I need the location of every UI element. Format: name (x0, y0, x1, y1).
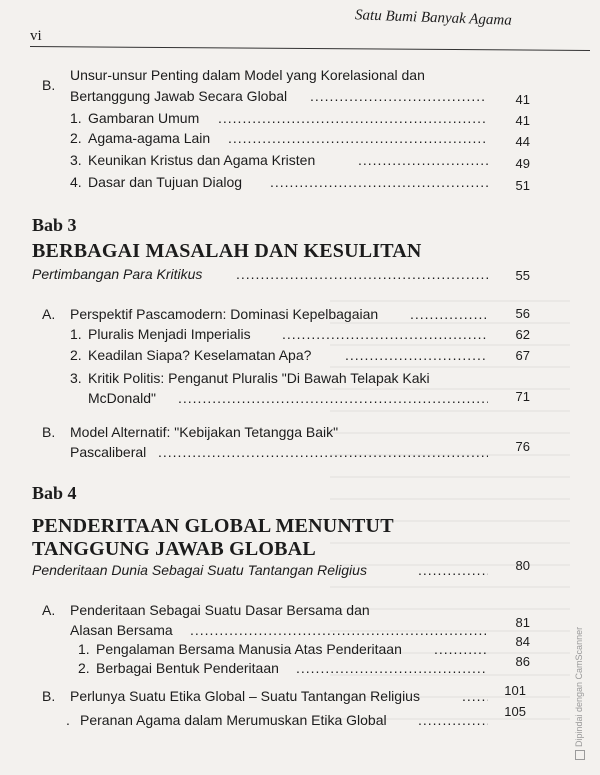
leader-dots (178, 390, 488, 406)
toc-entry-label: Dasar dan Tujuan Dialog (88, 174, 243, 190)
chapter-title-line2: TANGGUNG JAWAB GLOBAL (32, 538, 316, 560)
leader-dots (218, 110, 488, 126)
camscanner-icon (575, 750, 585, 760)
leader-dots (410, 306, 488, 322)
toc-entry-label: Keadilan Siapa? Keselamatan Apa? (88, 347, 312, 363)
leader-dots (358, 152, 488, 168)
page-ref: 41 (515, 113, 530, 128)
chapter-label: Bab 4 (32, 483, 77, 503)
leader-dots (270, 174, 488, 190)
page-ref: 49 (515, 156, 530, 171)
item-number: 3. (70, 370, 82, 386)
page-ref: 55 (515, 268, 530, 283)
chapter-subtitle: Pertimbangan Para Kritikus (32, 266, 203, 282)
chapter-subtitle: Penderitaan Dunia Sebagai Suatu Tantangan Religius (32, 562, 367, 578)
toc-entry-label-line1: Kritik Politis: Penganut Pluralis "Di Bawah Telapak Kaki (88, 370, 430, 386)
leader-dots (190, 622, 488, 638)
item-number: 2. (70, 347, 82, 363)
chapter-title: BERBAGAI MASALAH DAN KESULITAN (32, 240, 422, 262)
toc-entry-label: Pengalaman Bersama Manusia Atas Penderitaan (96, 641, 402, 657)
toc-entry-label: Agama-agama Lain (88, 130, 211, 146)
page-ref: 101 (504, 683, 526, 698)
section-letter: A. (42, 306, 56, 322)
toc-entry-label: Keunikan Kristus dan Agama Kristen (88, 152, 316, 168)
page-number: vi (30, 28, 42, 44)
leader-dots (310, 88, 485, 104)
page-ref: 67 (515, 348, 530, 363)
section-title: Perspektif Pascamodern: Dominasi Kepelbagaian (70, 306, 379, 322)
leader-dots (282, 326, 488, 342)
chapter-title-line1: PENDERITAAN GLOBAL MENUNTUT (32, 515, 394, 537)
item-number: . (66, 712, 70, 728)
section-letter: A. (42, 602, 56, 618)
section-title-line2: Bertanggung Jawab Secara Global (70, 88, 288, 104)
section-title-line2: Alasan Bersama (70, 622, 173, 638)
leader-dots (418, 712, 488, 728)
section-letter: B. (42, 688, 56, 704)
page-ref: 84 (515, 634, 530, 649)
section-title: Perlunya Suatu Etika Global – Suatu Tantangan Religius (70, 688, 420, 704)
toc-entry-label: Peranan Agama dalam Merumuskan Etika Global (80, 712, 387, 728)
header-rule (30, 46, 590, 51)
leader-dots (418, 562, 488, 578)
watermark-text: Dipindai dengan CamScanner (574, 626, 584, 747)
section-title-line1: Penderitaan Sebagai Suatu Dasar Bersama dan (70, 602, 370, 618)
item-number: 1. (70, 326, 82, 342)
item-number: 3. (70, 152, 82, 168)
leader-dots (228, 130, 488, 146)
leader-dots (462, 688, 488, 704)
page-ref: 41 (515, 92, 530, 107)
leader-dots (345, 347, 488, 363)
toc-entry-label: Gambaran Umum (88, 110, 200, 126)
page-ref: 86 (515, 654, 530, 669)
section-title-line1: Unsur-unsur Penting dalam Model yang Korelasional dan (70, 67, 425, 83)
item-number: 2. (70, 130, 82, 146)
item-number: 4. (70, 174, 82, 190)
leader-dots (158, 444, 488, 460)
page-ref: 62 (515, 327, 530, 342)
running-head: Satu Bumi Banyak Agama (354, 7, 513, 29)
section-title-line2: Pascaliberal (70, 444, 147, 460)
chapter-label: Bab 3 (32, 215, 77, 235)
section-title-line1: Model Alternatif: "Kebijakan Tetangga Baik" (70, 424, 339, 440)
section-letter: B. (42, 77, 56, 93)
toc-entry-label-line2: McDonald" (88, 390, 156, 406)
page-ref: 105 (504, 704, 526, 719)
page-ref: 71 (515, 389, 530, 404)
page-ref: 44 (515, 134, 530, 149)
leader-dots (296, 660, 488, 676)
page-ref: 81 (515, 615, 530, 630)
page-ref: 80 (515, 558, 530, 573)
item-number: 1. (78, 641, 90, 657)
page-ref: 76 (515, 439, 530, 454)
page-ref: 56 (515, 306, 530, 321)
page-ref: 51 (515, 178, 530, 193)
section-letter: B. (42, 424, 56, 440)
item-number: 2. (78, 660, 90, 676)
toc-entry-label: Pluralis Menjadi Imperialis (88, 326, 251, 342)
toc-entry-label: Berbagai Bentuk Penderitaan (96, 660, 279, 676)
leader-dots (236, 266, 488, 282)
scanner-watermark (574, 627, 585, 760)
leader-dots (434, 641, 488, 657)
item-number: 1. (70, 110, 82, 126)
